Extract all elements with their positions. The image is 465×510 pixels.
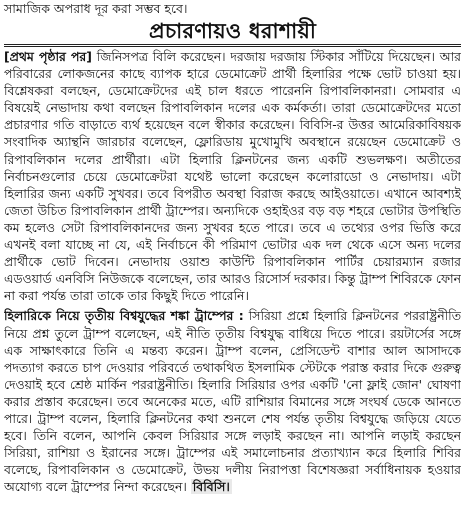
previous-article-last-line: সামাজিক অপরাধ দূর করা সম্ভব হবে। <box>4 1 188 16</box>
subheading-lead: হিলারিকে নিয়ে তৃতীয় বিশ্বযুদ্ধের শঙ্কা ট্রাম্পের : <box>4 308 244 324</box>
article-body <box>4 48 461 495</box>
headline-rule-top <box>4 44 461 45</box>
article-headline: প্রচারণায়ও ধরাশায়ী <box>148 19 317 43</box>
source-credit: বিবিসি। <box>192 479 230 495</box>
article-paragraph-1 <box>4 48 461 304</box>
paragraph-1-text: জিনিসপত্র বিলি করেছেন। দরজায় দরজায় স্টিকার সাঁটিয়ে দিয়েছেন। আর পরিবারের লোকজনের কাছে ব্যাপক হারে ডেমোক্রেট প্রার্থী হিলারির পক্ষে ভোট চাওয়া হয়। বিশ্লেষকরা বলছেন, ডেমোক্রেটদের এই চাল ধরতে পারেননি রিপাবলিকানরা। সোমবার এ বিষয়েই নেভাদায় কথা বলছেন রিপাবলিকান দলের এক কর্মকর্তা। তারা ডেমোক্রেটদের মতো প্রচারণার গতি বাড়াতে ব্যর্থ হয়েছেন বলে স্বীকার করেছেন। বিবিসি-র উত্তর আমেরিকাবিষয়ক সংবাদিক অ্যান্থনি জারচার বলেছেন, ফ্লোরিডায় মুখোমুখি অবস্থানে রয়েছেন ডেমোক্রেট ও রিপাবলিকান দলের প্রার্থীরা। এটা হিলারি ক্লিনটনের জন্য একটি শুভলক্ষণ। অতীতের নির্বাচনগুলোর চেয়ে ডেমোক্রেটরা যথেষ্ট ভালো করেছেন কলোরাডো ও নেভাদায়। এটা হিলারির জন্য একটি সুখবর। তবে বিপরীত অবস্থা বিরাজ করছে আইওয়াতে। এখানে আবশ্যই জেতা উচিত রিপাবলিকান প্রার্থী ট্রাম্পের। অন্যদিকে ওহাইওর বড় বড় শহরে ভোটার উপস্থিতি কম হলেও সেটা রিপাবলিকানদের জন্য সুখবর হতে পারে। তবে এ তথ্যের ওপর ভিত্তি করে এখনই বলা যাচ্ছে না যে, এই নির্বাচনে কী পরিমাণ ভোটার এক দল থেকে এসে অন্য দলের প্রার্থীকে ভোট দিবেন। নেভাদায় ওয়াশু কাউন্টি রিপাবলিকান পার্টির চেয়ারম্যান রজার এডওয়ার্ড এনবিসি নিউজকে বলেছেন, তার আরও রিসোর্স দরকার। কিন্তু ট্রাম্প শিবিরকে ফোন না করা পর্যন্ত তারা তাকে তার কিছুই দিতে পারেনি। <box>4 49 461 304</box>
article-paragraph-2 <box>4 307 461 495</box>
continuation-lead: [প্রথম পৃষ্ঠার পর] <box>4 49 92 64</box>
paragraph-2-text: সিরিয়া প্রশ্নে হিলারি ক্লিনটনের পররাষ্ট্রনীতি নিয়ে প্রশ্ন তুলে ট্রাম্প বলেছেন, এই নীতি তৃতীয় বিশ্বযুদ্ধ বাধিয়ে দিতে পারে। রয়টার্সের সঙ্গে এক সাক্ষাৎকারে তিনি এ মন্তব্য করেন। ট্রাম্প বলেন, প্রেসিডেন্ট বাশার আল আসাদকে পদত্যাগ করতে চাপ দেওয়ার পরিবর্তে তথাকথিত ইসলামিক স্টেটকে পরাস্ত করার দিকে গুরুত্ব দেওয়াই হবে শ্রেষ্ঠ মার্কিন পররাষ্ট্রনীতি। হিলারি সিরিয়ার ওপর একটি 'নো ফ্লাই জোন' ঘোষণা করার প্রস্তাব করেছেন। তবে অনেকের মতে, এটি রাশিয়ার বিমানের সঙ্গে সংঘর্ষ ডেকে আনতে পারে। ট্রাম্প বলেন, হিলারি ক্লিনটনের কথা শুনলে শেষ পর্যন্ত তৃতীয় বিশ্বযুদ্ধে জড়িয়ে যেতে হবে। তিনি বলেন, আপনি কেবল সিরিয়ার সঙ্গে লড়াই করছেন না। আপনি লড়াই করছেন সিরিয়া, রাশিয়া ও ইরানের সঙ্গে। ট্রাম্পের এই সমালোচনার প্রত্যাখ্যান করে হিলারি শিবির বলেছে, রিপাবলিকান ও ডেমোক্রেট, উভয় দলীয় নিরাপত্তা বিশেষজ্ঞরা সর্বাধিনায়ক হওয়ার অযোগ্য বলে ট্রাম্পের নিন্দা করেছেন। <box>4 308 461 495</box>
headline-rule-bottom <box>4 46 461 47</box>
